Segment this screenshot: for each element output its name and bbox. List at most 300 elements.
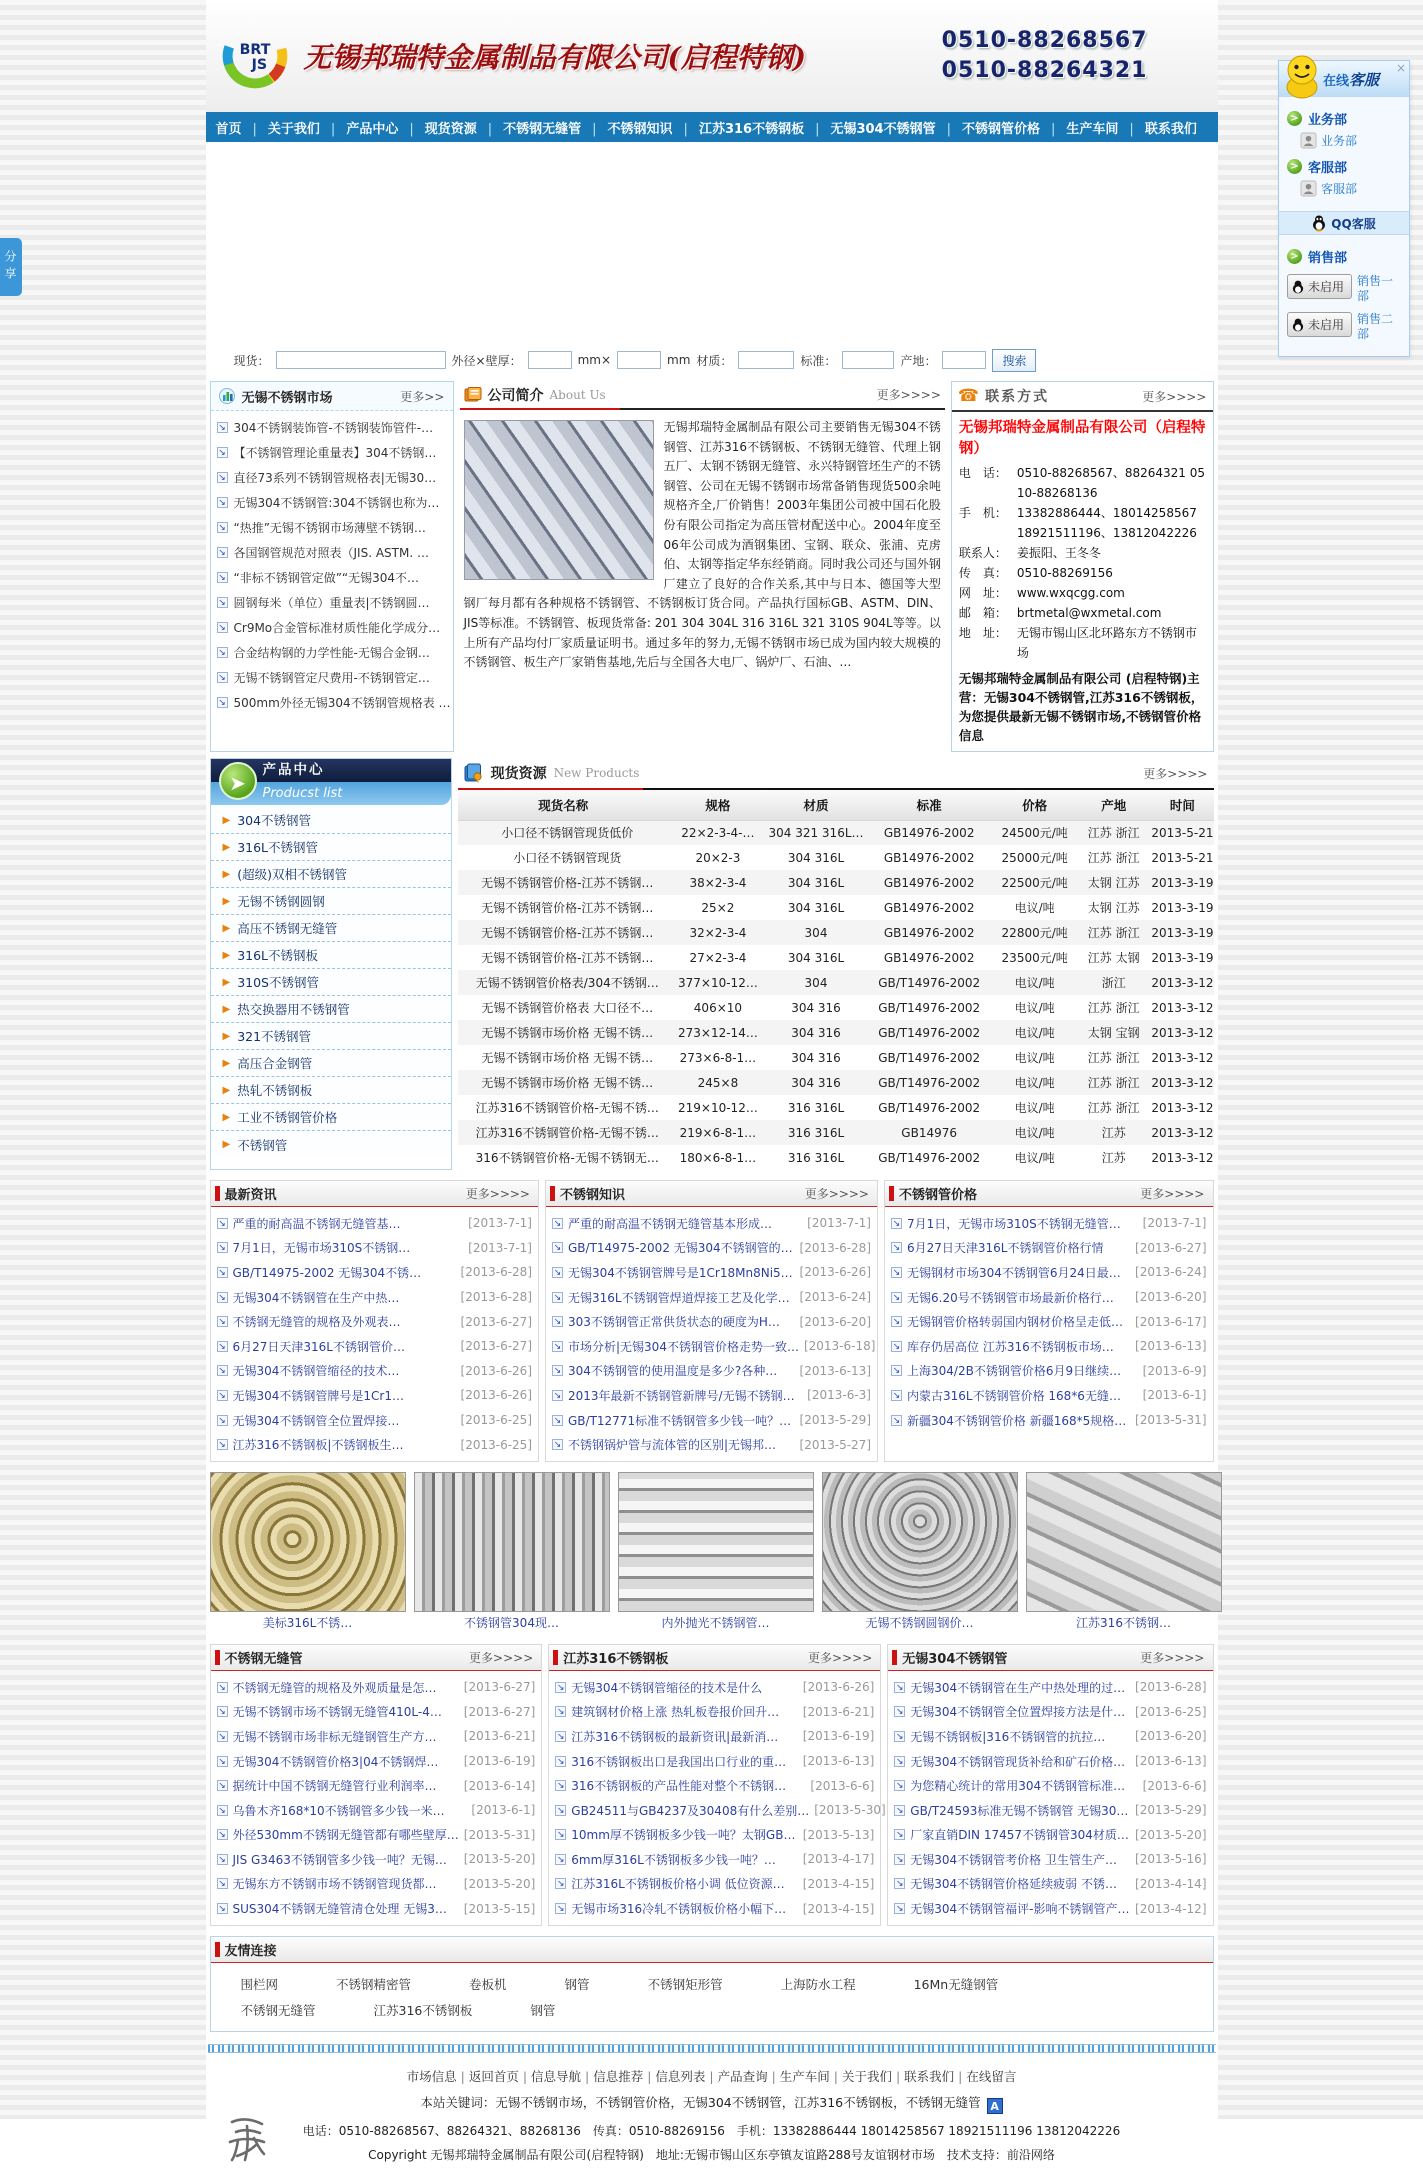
friendly-link[interactable]: 卷板机	[469, 1976, 507, 1992]
bottom-more-link[interactable]: 更多>>>>	[808, 1650, 873, 1665]
bottom-item-date: [2013-4-17]	[802, 1852, 875, 1867]
news-list-item[interactable]	[891, 1334, 1207, 1359]
arrow-bullet-icon: ↘	[218, 1292, 226, 1303]
cell-material: 316 316L	[767, 1120, 865, 1145]
stock-section-header	[458, 758, 1214, 790]
bottom-list-item[interactable]	[894, 1724, 1206, 1749]
share-tab[interactable]: 分享	[0, 238, 22, 296]
service-dept-head[interactable]	[1287, 109, 1401, 128]
news-list-item[interactable]	[891, 1285, 1207, 1310]
gallery-item[interactable]	[414, 1472, 610, 1634]
footer-nav-item[interactable]	[457, 2069, 519, 2084]
service-dept-head[interactable]	[1287, 157, 1401, 176]
bottom-item-title: 316不锈钢板的产品性能对整个不锈钢…	[571, 1779, 787, 1794]
news-list-item[interactable]	[552, 1236, 871, 1261]
unit-mm-x: mm×	[577, 353, 612, 367]
news-list-item[interactable]	[552, 1334, 876, 1359]
gallery-caption: 江苏316不锈钢…	[1076, 1615, 1171, 1630]
product-list-item[interactable]	[211, 834, 451, 861]
product-list-item[interactable]	[211, 969, 451, 996]
news-item-title: 库存仍居高位 江苏316不锈钢板市场…	[907, 1339, 1114, 1354]
friendly-link[interactable]: 不锈钢精密管	[336, 1976, 412, 1992]
cell-origin: 浙江	[1076, 970, 1151, 995]
news-list-item[interactable]	[552, 1432, 871, 1457]
bottom-list-item[interactable]	[894, 1675, 1206, 1700]
bottom-list-item[interactable]	[217, 1798, 536, 1823]
product-item-label: 无锡不锈钢圆钢	[237, 894, 325, 909]
news-item-title: 不锈钢无缝管的规格及外观表…	[232, 1315, 401, 1330]
stock-table-row[interactable]	[458, 820, 1214, 845]
product-center-subtitle: Producst list	[211, 782, 451, 805]
about-section-title: 公司简介	[487, 387, 544, 404]
nav-item[interactable]	[1040, 118, 1118, 137]
arrow-bullet-icon: ↘	[218, 1879, 226, 1890]
stock-table-row[interactable]	[458, 1020, 1214, 1045]
product-item-label: 310S不锈钢管	[237, 975, 319, 990]
market-more-link[interactable]: 更多>>	[400, 389, 445, 404]
cell-time: 2013-5-21	[1151, 850, 1214, 865]
news-more-link[interactable]: 更多>>>>	[1140, 1187, 1205, 1201]
product-center-header	[211, 759, 451, 805]
bottom-list-item[interactable]	[894, 1847, 1206, 1872]
bottom-list-item[interactable]	[217, 1823, 536, 1848]
footer-nav-item[interactable]	[892, 2069, 954, 2084]
arrow-bullet-icon: ↘	[218, 573, 226, 583]
market-list-item[interactable]	[217, 590, 447, 615]
search-label-od: 外径×壁厚：	[451, 353, 522, 368]
news-section-knowledge	[545, 1180, 878, 1462]
bottom-list-item[interactable]	[555, 1847, 874, 1872]
arrow-bullet-icon: ↘	[556, 1854, 565, 1865]
bottom-list-item[interactable]	[894, 1773, 1206, 1798]
market-list-item[interactable]	[217, 415, 447, 440]
cell-material: 304 316	[767, 1070, 865, 1095]
news-more-link[interactable]: 更多>>>>	[804, 1187, 869, 1201]
gallery-item[interactable]	[210, 1472, 406, 1634]
news-item-date: [2013-6-27]	[1135, 1240, 1207, 1255]
product-list-item[interactable]	[211, 1050, 451, 1077]
arrow-bullet-icon: ↘	[553, 1317, 562, 1328]
about-more-link[interactable]: 更多>>>>	[876, 388, 941, 402]
cell-name: 小口径不锈钢管现货低价	[458, 820, 669, 845]
cell-price: 23500元/吨	[1001, 951, 1068, 965]
arrow-bullet-icon: ↘	[218, 1267, 226, 1278]
bottom-list-item[interactable]	[217, 1847, 536, 1872]
stock-table-row[interactable]	[458, 870, 1214, 895]
stock-table-row[interactable]	[458, 845, 1214, 870]
stock-table-row[interactable]	[458, 1045, 1214, 1070]
triangle-bullet-icon: ▶	[222, 1084, 231, 1096]
news-item-date: [2013-6-25]	[460, 1437, 532, 1452]
news-item-title: 6月27日天津316L不锈钢管价…	[232, 1339, 405, 1354]
bottom-item-date: [2013-6-21]	[463, 1729, 536, 1744]
bottom-item-date: [2013-6-6]	[810, 1778, 875, 1793]
arrow-bullet-icon: ↘	[218, 1218, 226, 1229]
bottom-list-item[interactable]	[894, 1798, 1206, 1823]
news-item-date: [2013-6-24]	[799, 1290, 871, 1305]
news-list-item[interactable]	[217, 1359, 533, 1384]
product-gallery	[206, 1472, 1218, 1634]
bottom-list-item[interactable]	[217, 1773, 536, 1798]
friendly-link[interactable]: 钢管	[564, 1976, 590, 1992]
footer-nav	[206, 2067, 1218, 2085]
arrow-bullet-icon: ↘	[892, 1218, 901, 1229]
stock-more-link[interactable]: 更多>>>>	[1143, 766, 1208, 781]
triangle-bullet-icon: ▶	[222, 1111, 231, 1123]
cell-standard: GB/T14976-2002	[865, 1070, 993, 1095]
nav-item-label: 联系我们	[1144, 121, 1197, 137]
origin-input[interactable]	[942, 351, 986, 369]
bottom-list-item[interactable]	[555, 1700, 874, 1725]
bottom-item-title: 外径530mm不锈钢无缝管都有哪些壁厚…	[232, 1828, 459, 1843]
news-item-title: 严重的耐高温不锈钢无缝管基本形成…	[568, 1216, 773, 1231]
cell-origin: 太钢 宝钢	[1076, 1020, 1151, 1045]
gallery-caption: 不锈钢管304现…	[464, 1615, 559, 1630]
product-item-label: 304不锈钢管	[237, 813, 312, 828]
wall-thickness-input[interactable]	[617, 351, 661, 369]
bottom-item-title: 不锈钢无缝管的规格及外观质量是怎…	[232, 1680, 437, 1695]
arrow-bullet-icon: ↘	[895, 1756, 904, 1767]
col-header-price: 价格	[993, 790, 1076, 820]
market-list-item[interactable]	[217, 615, 447, 640]
news-item-date: [2013-6-1]	[1142, 1388, 1207, 1403]
news-item-date: [2013-7-1]	[807, 1216, 871, 1231]
arrow-bullet-icon: ↘	[218, 1756, 226, 1767]
bottom-list-item[interactable]	[894, 1823, 1206, 1848]
product-list-item[interactable]	[211, 807, 451, 834]
arrow-bullet-icon: ↘	[892, 1366, 901, 1377]
service-dept-member[interactable]	[1301, 132, 1403, 149]
cell-name: 无锡不锈钢管价格-江苏不锈钢…	[481, 901, 654, 915]
product-list-item[interactable]	[211, 1104, 451, 1131]
news-list-item[interactable]	[552, 1408, 871, 1433]
market-item-label: 各国钢管规范对照表（JIS. ASTM. …	[233, 546, 429, 560]
cell-price: 电议/吨	[993, 1120, 1076, 1145]
cell-standard: GB/T14976-2002	[865, 1020, 993, 1045]
stock-table-header-row	[458, 790, 1214, 820]
news-list-item[interactable]	[217, 1285, 533, 1310]
market-item-label: “非标不锈钢管定做”“无锡304不…	[233, 571, 420, 585]
news-more-link[interactable]: 更多>>>>	[465, 1187, 530, 1201]
company-title: 无锡邦瑞特金属制品有限公司(启程特钢)	[303, 41, 806, 74]
news-list-item[interactable]	[217, 1236, 533, 1261]
bottom-list-item[interactable]	[555, 1724, 874, 1749]
contact-company-name: 无锡邦瑞特金属制品有限公司（启程特钢）	[958, 420, 1206, 457]
news-list-item[interactable]	[552, 1211, 871, 1236]
product-list-item[interactable]	[211, 1131, 451, 1158]
product-list-item[interactable]	[211, 1077, 451, 1104]
news-list-item[interactable]	[891, 1383, 1207, 1408]
bottom-list-item[interactable]	[555, 1896, 874, 1921]
svg-text:BRT: BRT	[239, 41, 270, 58]
gallery-item[interactable]	[1026, 1472, 1222, 1634]
bottom-item-date: [2013-5-29]	[1135, 1803, 1207, 1818]
nav-item[interactable]	[936, 118, 1040, 137]
arrow-bullet-icon: ↘	[218, 1317, 226, 1328]
nav-item[interactable]	[1118, 118, 1196, 137]
product-item-label: 321不锈钢管	[237, 1029, 312, 1044]
bottom-list-item[interactable]	[217, 1749, 536, 1774]
service-dept-head-sales[interactable]	[1287, 247, 1401, 266]
news-list-item[interactable]	[891, 1309, 1207, 1334]
bottom-list-item[interactable]	[555, 1872, 874, 1897]
news-item-title: 无锡304不锈钢管牌号是1Cr1…	[232, 1388, 404, 1403]
arrow-bullet-icon: ↘	[218, 448, 226, 458]
cell-time: 2013-3-12	[1151, 1120, 1213, 1145]
stock-name-input[interactable]	[276, 351, 446, 369]
bottom-list-item[interactable]	[894, 1749, 1206, 1774]
arrow-bullet-icon: ↘	[553, 1267, 562, 1278]
footer-keywords-text: 本站关键词：无锡不锈钢市场，不锈钢管价格，无锡304不锈钢管，江苏316不锈钢板，不锈钢无缝管	[420, 2094, 981, 2110]
friendly-link[interactable]: 不锈钢无缝管	[240, 2002, 316, 2018]
news-item-date: [2013-6-25]	[460, 1413, 532, 1428]
search-button[interactable]: 搜索	[992, 349, 1036, 372]
favicon-a-icon[interactable]: A	[987, 2098, 1003, 2114]
cell-standard: GB/T14976-2002	[878, 1150, 981, 1165]
bottom-item-title: 建筑钢材价格上涨 热轧板卷报价回升…	[571, 1705, 780, 1720]
gallery-item[interactable]	[822, 1472, 1018, 1634]
product-list-item[interactable]	[211, 915, 451, 942]
news-list-item[interactable]	[217, 1260, 533, 1285]
nav-item[interactable]	[804, 118, 936, 137]
news-list-item[interactable]	[891, 1211, 1207, 1236]
bottom-item-date: [2013-6-6]	[1142, 1778, 1207, 1793]
bottom-list-item[interactable]	[894, 1700, 1206, 1725]
product-item-label: 热交换器用不锈钢管	[237, 1002, 350, 1017]
footer-nav-item[interactable]	[407, 2069, 457, 2084]
news-list	[885, 1207, 1213, 1436]
product-list-item[interactable]	[211, 1023, 451, 1050]
bottom-list-item[interactable]	[894, 1872, 1206, 1897]
service-dept-member[interactable]	[1301, 180, 1403, 197]
arrow-bullet-icon: ↘	[218, 598, 226, 608]
news-item-title: GB/T14975-2002 无锡304不锈钢管的…	[568, 1241, 793, 1256]
stock-resources-section	[458, 758, 1214, 1170]
col-header-origin: 产地	[1076, 790, 1151, 820]
bottom-item-date: [2013-5-20]	[463, 1852, 536, 1867]
triangle-bullet-icon: ▶	[222, 1030, 231, 1042]
service-member-label: 客服部	[1321, 182, 1358, 196]
news-list-item[interactable]	[891, 1359, 1207, 1384]
qq-penguin-icon	[1312, 215, 1326, 231]
stock-table-row[interactable]	[458, 1145, 1214, 1170]
greek-key-divider	[208, 2044, 1216, 2053]
bottom-item-title: 无锡304不锈钢管价格延续疲弱 不锈…	[910, 1877, 1117, 1892]
friendly-link[interactable]: 江苏316不锈钢板	[373, 2002, 473, 2018]
news-list-item[interactable]	[552, 1359, 871, 1384]
arrow-bullet-icon: ↘	[895, 1805, 904, 1816]
cell-name: 小口径不锈钢管现货	[513, 851, 622, 865]
news-item-title: 上海304/2B不锈钢管价格6月9日继续…	[907, 1364, 1122, 1379]
market-section-title: 无锡不锈钢市场	[241, 390, 333, 406]
nav-item[interactable]	[320, 118, 398, 137]
product-list-item[interactable]	[211, 942, 451, 969]
bottom-list-item[interactable]	[217, 1872, 536, 1897]
market-list-item[interactable]	[217, 540, 447, 565]
news-list-item[interactable]	[217, 1408, 533, 1433]
stock-section-title: 现货资源	[490, 766, 547, 782]
green-arrow-icon: >	[1287, 111, 1302, 126]
footer-nav-label: 市场信息	[406, 2068, 457, 2084]
product-list-item[interactable]	[211, 888, 451, 915]
about-section-header	[460, 381, 945, 410]
news-list-item[interactable]	[552, 1309, 871, 1334]
bottom-list-item[interactable]	[555, 1823, 874, 1848]
footer-nav-item[interactable]	[830, 2069, 892, 2084]
news-list-item[interactable]	[891, 1236, 1207, 1261]
nav-item[interactable]	[398, 118, 476, 137]
footer-nav-item[interactable]	[768, 2069, 830, 2084]
nav-item[interactable]	[673, 118, 805, 137]
market-list-item[interactable]	[217, 640, 447, 665]
cell-spec: 22×2-3-4-…	[669, 820, 767, 845]
bottom-list-item[interactable]	[555, 1675, 874, 1700]
arrow-bullet-icon: ↘	[892, 1341, 901, 1352]
nav-item-label: 不锈钢无缝管	[503, 121, 582, 137]
service-group-business	[1285, 109, 1403, 149]
company-photo	[464, 420, 654, 580]
news-list-item[interactable]	[217, 1334, 533, 1359]
arrow-bullet-icon: ↘	[895, 1707, 904, 1718]
bottom-list-item[interactable]	[217, 1724, 536, 1749]
stock-table-row[interactable]	[458, 995, 1214, 1020]
stock-table-row[interactable]	[458, 1070, 1214, 1095]
market-list-item[interactable]	[217, 465, 447, 490]
contact-line-value: 无锡市锡山区北环路东方不锈钢市场	[1016, 626, 1197, 660]
cell-time: 2013-3-12	[1151, 1020, 1213, 1045]
bottom-more-link[interactable]: 更多>>>>	[469, 1650, 534, 1665]
bottom-item-title: 无锡304不锈钢管福评-影响不锈钢管产…	[910, 1902, 1130, 1917]
footer-nav-label: 返回首页	[468, 2068, 519, 2084]
cell-time: 2013-3-12	[1151, 970, 1213, 995]
stock-table-row[interactable]	[458, 970, 1214, 995]
cell-origin: 江苏 太钢	[1087, 951, 1140, 965]
market-list-item[interactable]	[217, 440, 447, 465]
friendly-link[interactable]: 围栏网	[240, 1976, 279, 1992]
cell-material: 304 316L	[787, 850, 845, 865]
footer-nav-item[interactable]	[643, 2069, 705, 2084]
news-item-title: 2013年最新不锈钢管新牌号/无锡不锈钢…	[568, 1388, 795, 1403]
service-member-label: 业务部	[1321, 134, 1358, 148]
bottom-item-date: [2013-4-15]	[802, 1876, 875, 1891]
news-list-item[interactable]	[217, 1383, 533, 1408]
company-logo	[220, 21, 290, 91]
stock-table-row[interactable]	[458, 1095, 1214, 1120]
nav-item[interactable]	[581, 118, 672, 137]
footer-nav-item[interactable]	[705, 2069, 767, 2084]
outer-diameter-input[interactable]	[528, 351, 572, 369]
nav-item[interactable]	[216, 118, 242, 137]
news-section-title: 不锈钢管价格	[899, 1188, 978, 1203]
market-list-item[interactable]	[217, 565, 447, 590]
news-list-item[interactable]	[891, 1260, 1207, 1285]
news-item-title: 内蒙古316L不锈钢管价格 168*6无缝…	[907, 1388, 1121, 1403]
arrow-bullet-icon: ↘	[556, 1805, 565, 1816]
bottom-item-date: [2013-6-14]	[463, 1778, 536, 1793]
close-icon[interactable]: ×	[1395, 61, 1406, 75]
cell-price: 22500元/吨	[993, 870, 1076, 895]
bottom-item-title: 无锡东方不锈钢市场不锈钢管现货都…	[232, 1877, 437, 1892]
arrow-bullet-icon: ↘	[556, 1830, 565, 1841]
news-list-item[interactable]	[552, 1383, 871, 1408]
qq-disabled-button[interactable]	[1287, 312, 1352, 337]
market-list-item[interactable]	[217, 690, 451, 715]
contact-section-title: 联系方式	[985, 389, 1050, 405]
market-list-item[interactable]	[217, 665, 447, 690]
news-list-item[interactable]	[552, 1285, 871, 1310]
bottom-list-item[interactable]	[217, 1896, 536, 1921]
stock-table-row[interactable]	[458, 895, 1214, 920]
main-nav	[206, 112, 1218, 142]
product-list-item[interactable]	[211, 996, 451, 1023]
news-list-item[interactable]	[552, 1260, 871, 1285]
bottom-section-title: 无锡304不锈钢管	[902, 1651, 1008, 1667]
qq-disabled-button[interactable]	[1287, 274, 1352, 299]
footer-nav-label: 在线留言	[966, 2068, 1017, 2084]
friendly-link[interactable]: 不锈钢矩形管	[647, 1976, 723, 1992]
cell-standard: GB14976-2002	[865, 920, 993, 945]
bottom-item-date: [2013-4-15]	[802, 1901, 875, 1916]
footer-nav-item[interactable]	[581, 2069, 643, 2084]
standard-input[interactable]	[842, 351, 894, 369]
arrow-bullet-icon: ↘	[556, 1879, 565, 1890]
bottom-list-item[interactable]	[894, 1896, 1206, 1921]
material-input[interactable]	[738, 351, 794, 369]
bottom-section-seamless	[210, 1644, 543, 1926]
news-item-title: 不锈钢锅炉管与流体管的区别|无锡邦…	[568, 1438, 777, 1453]
news-item-date: [2013-6-27]	[460, 1339, 532, 1354]
nav-item[interactable]	[477, 118, 581, 137]
news-list-item[interactable]	[217, 1309, 533, 1334]
contact-more-link[interactable]: 更多>>>>	[1142, 389, 1207, 404]
cell-spec: 273×6-8-1…	[679, 1050, 757, 1065]
contact-line-value: brtmetal@wxmetal.com	[1016, 606, 1162, 620]
nav-item[interactable]	[242, 118, 320, 137]
contact-line	[959, 623, 1206, 663]
friendly-link[interactable]: 钢管	[530, 2002, 556, 2018]
bottom-list-item[interactable]	[217, 1675, 536, 1700]
market-list-item[interactable]	[217, 515, 447, 540]
bottom-item-date: [2013-6-19]	[802, 1729, 875, 1744]
product-list-item[interactable]	[211, 861, 451, 888]
bottom-list-item[interactable]	[555, 1798, 886, 1823]
news-list-item[interactable]	[891, 1408, 1207, 1433]
friendly-link[interactable]: 16Mn无缝钢管	[913, 1976, 999, 1992]
bottom-list	[211, 1671, 542, 1925]
arrow-bullet-icon: ↘	[218, 548, 226, 558]
cell-origin: 江苏 浙江	[1076, 920, 1151, 945]
bottom-list-item[interactable]	[217, 1700, 536, 1725]
bottom-list-item[interactable]	[555, 1773, 874, 1798]
bottom-more-link[interactable]: 更多>>>>	[1140, 1650, 1205, 1665]
bottom-list-item[interactable]	[555, 1749, 874, 1774]
gallery-item[interactable]	[618, 1472, 814, 1634]
stock-table-row[interactable]	[458, 920, 1214, 945]
stock-table-row[interactable]	[458, 945, 1214, 970]
footer-nav-item[interactable]	[954, 2069, 1016, 2084]
footer-nav-item[interactable]	[519, 2069, 581, 2084]
cell-origin: 江苏	[1076, 1120, 1151, 1145]
news-list-item[interactable]	[217, 1432, 533, 1457]
triangle-bullet-icon: ▶	[222, 1057, 231, 1069]
bottom-item-date: [2013-5-16]	[1135, 1852, 1207, 1867]
stock-table-row[interactable]	[458, 1120, 1214, 1145]
news-list-item[interactable]	[217, 1211, 533, 1236]
friendly-link[interactable]: 上海防水工程	[780, 1976, 856, 1992]
market-item-label: Cr9Mo合金管标准材质性能化学成分…	[233, 621, 441, 635]
gallery-caption: 无锡不锈钢圆钢价…	[865, 1615, 974, 1630]
market-list-item[interactable]	[217, 490, 447, 515]
